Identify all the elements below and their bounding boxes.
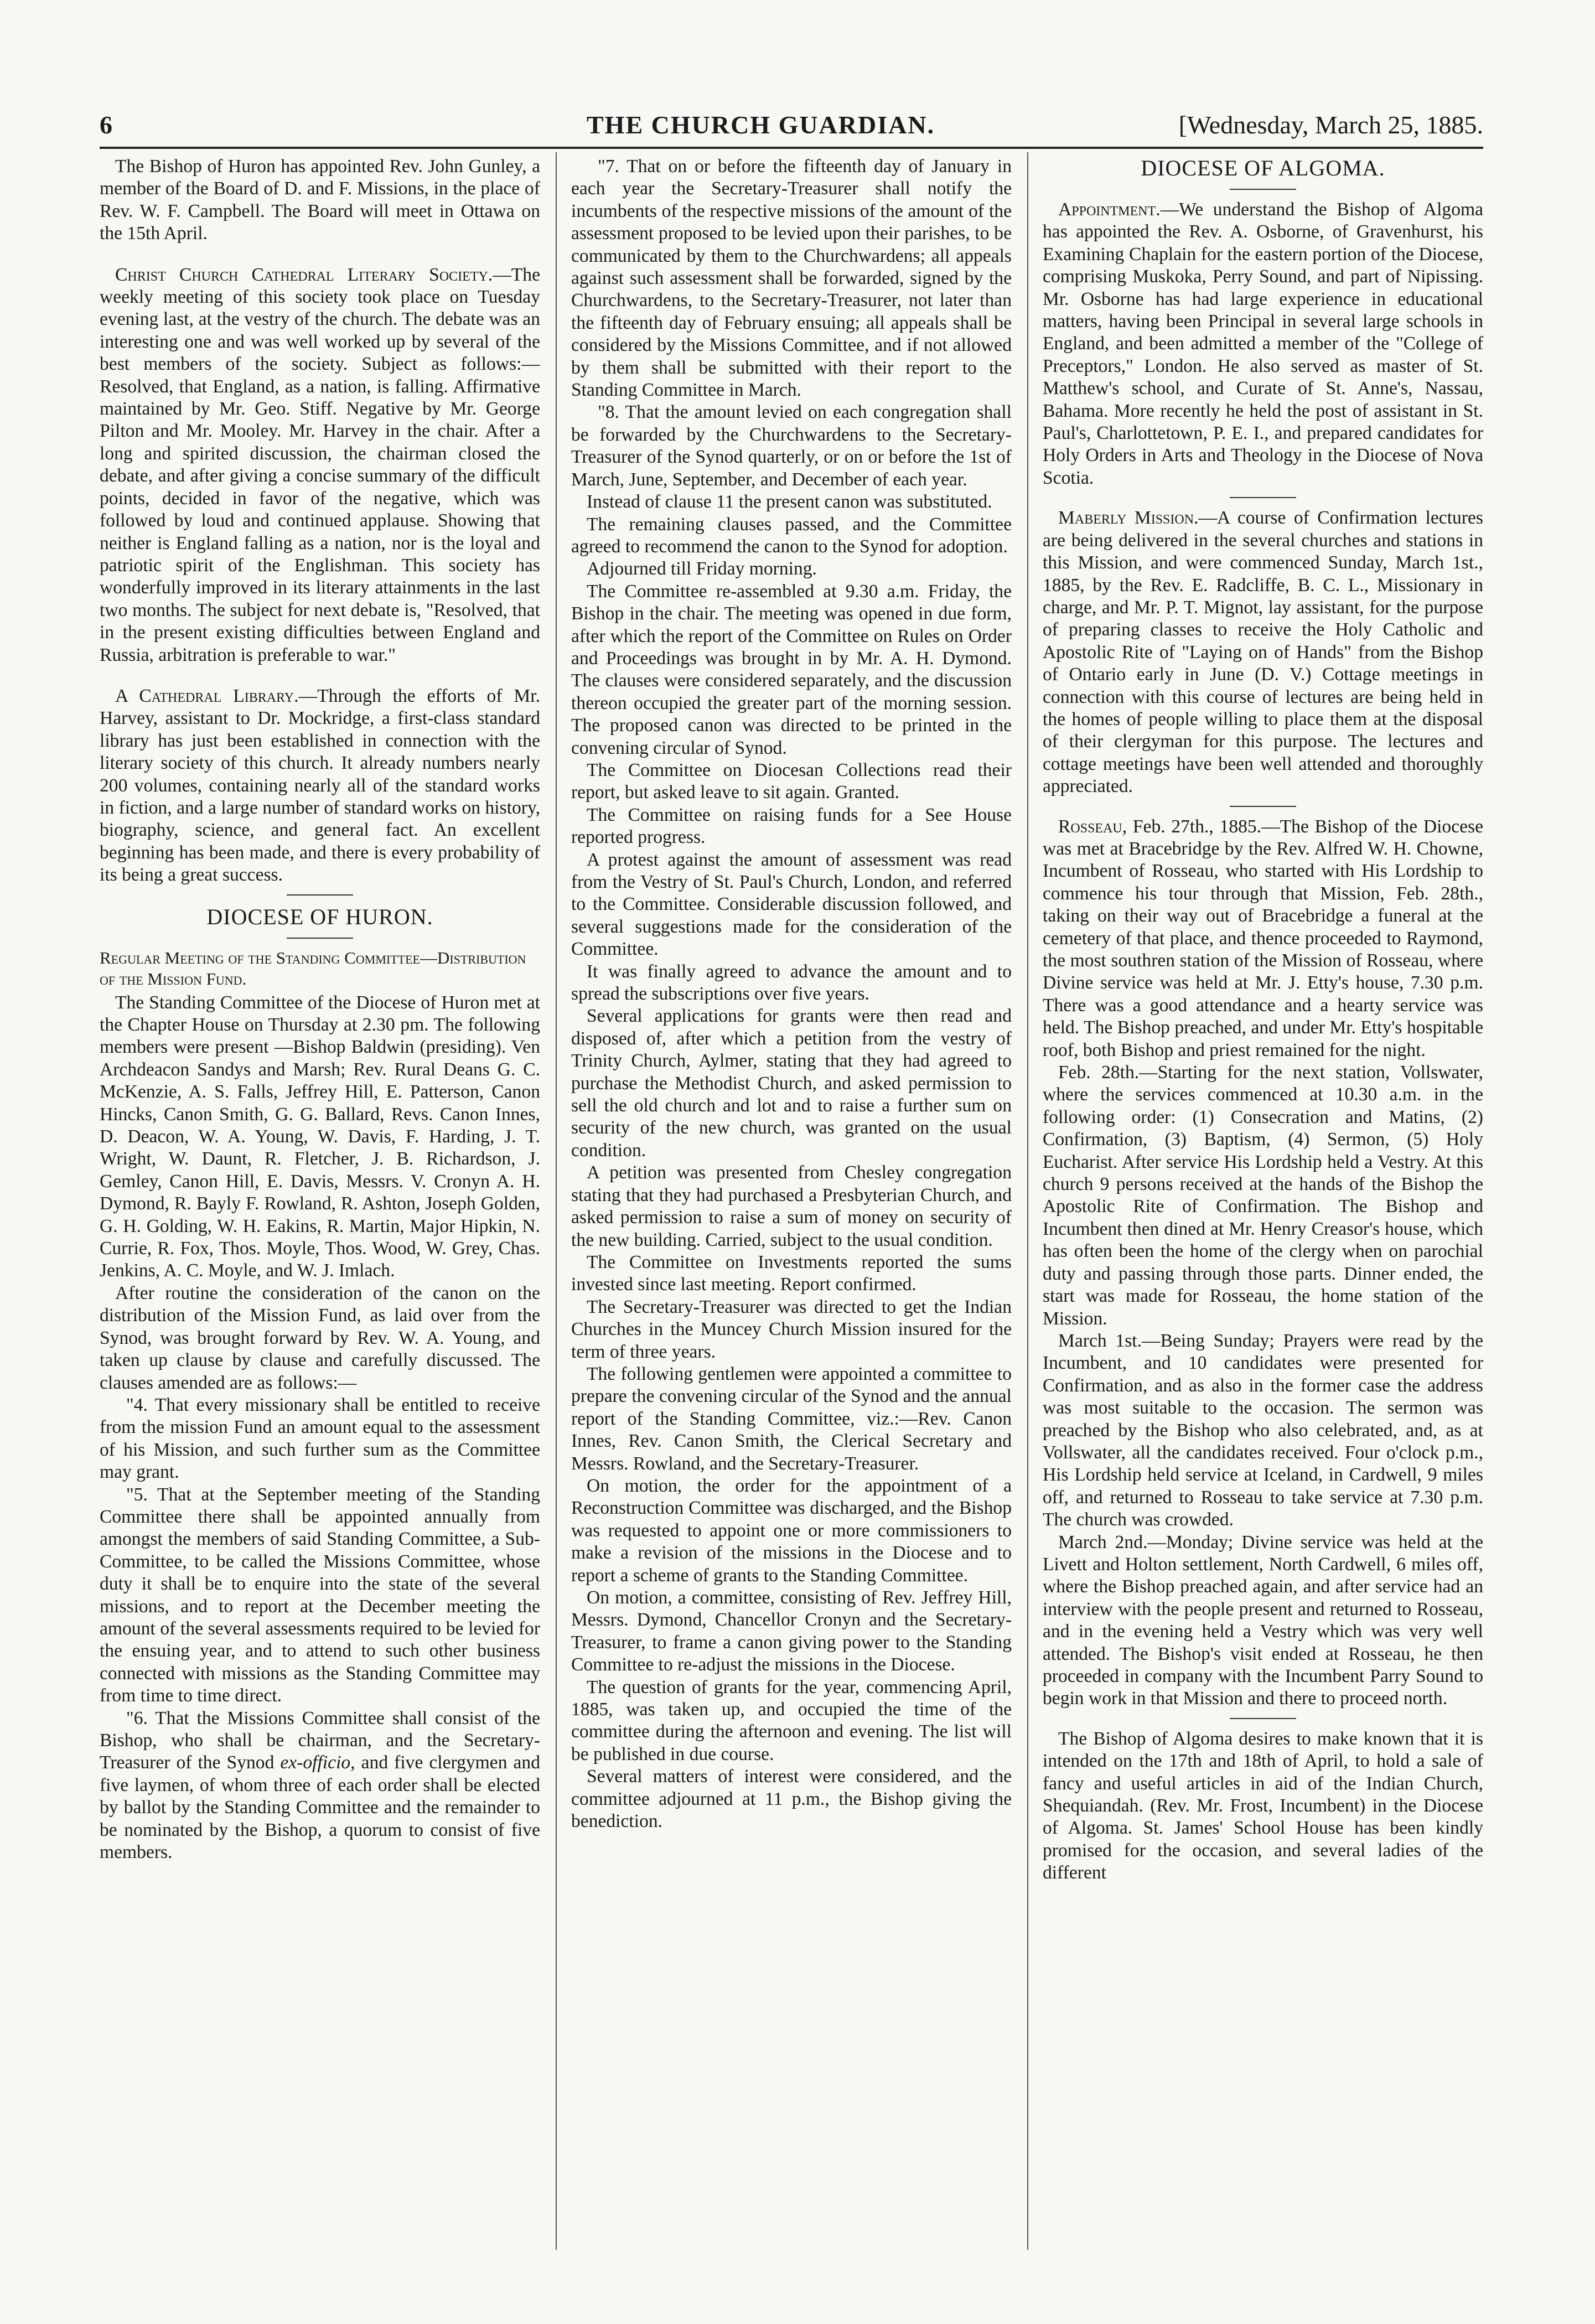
feb-28-paragraph: Feb. 28th.—Starting for the next station, Vollswater, where the services commenced at 10.30 a.m. in the following order: (1) Consecration and Matins, (2) Confirmation, (3) Baptism, (4) Sermon, (5) Holy Eucharist. After service His Lordship held a Vestry. At this church 9 persons received at the hands of the Bishop the Apostolic Rite of Confirmation. The Bishop and Incumbent then dined at Mr. Henry Creasor's house, which has often been the home of the clergy when on parochial duty and passing through those parts. Dinner ended, the start was made for Rosseau, the home station of the Mission.	[1043, 1062, 1483, 1329]
clause-6-italic: ex-officio	[280, 1752, 351, 1773]
cathedral-library-body: —Through the efforts of Mr. Harvey, assistant to Dr. Mockridge, a first-class standard library has just been established in connection with the literary society of this church. It already numbers nearly 200 volumes, containing nearly all of the standard works in fiction, and a large number of standard works on history, biography, science, and general fact. An excellent beginning has been made, and there is every probability of its being a great success.	[100, 685, 540, 886]
issue-date: [Wednesday, March 25, 1885.	[1178, 111, 1483, 139]
appointment-lead: Appointment.	[1058, 199, 1161, 220]
appointment-paragraph	[1043, 199, 1483, 489]
literary-society-lead: Christ Church Cathedral Literary Society.	[115, 264, 493, 285]
clause-6-end: , and five clergymen and five laymen, of whom three of each order shall be elected by ballot by the Standing Committee and the remainder to be nominated by the Bishop, a quorum to consist of five members.	[100, 1752, 540, 1863]
investments-paragraph: The Committee on Investments reported the sums invested since last meeting. Report confirmed.	[571, 1251, 1012, 1295]
remaining-clauses-paragraph: The remaining clauses passed, and the Committee agreed to recommend the canon to the Synod for adoption.	[571, 514, 1012, 557]
newspaper-title: THE CHURCH GUARDIAN.	[587, 111, 935, 139]
canon-consideration-paragraph: After routine the consideration of the canon on the distribution of the Mission Fund, as laid over from the Synod, was brought forward by Rev. W. A. Young, and taken up clause by clause and carefully discussed. The clauses amended are as follows:—	[100, 1282, 540, 1393]
section-divider	[1230, 1718, 1296, 1719]
clause-6-start: "6. That the Missions Committee shall consist of the Bishop, who shall be chairman, and the Secretary-Treasurer of the Synod	[100, 1707, 540, 1773]
literary-society-body: —The weekly meeting of this society took place on Tuesday evening last, at the vestry of the church. The debate was an interesting one and was well worked up by several of the best members of the society. Subject as follows:—Resolved, that England, as a nation, is falling. Affirmative maintained by Mr. Geo. Stiff. Negative by Mr. George Pilton and Mr. Mooley. Mr. Harvey in the chair. After a long and spirited discussion, the chairman closed the debate, and after giving a concise summary of the difficult points, decided in favor of the negative, which was followed by loud and continued applause. Showing that neither is England falling as a nation, nor is the loyal and patriotic spirit of the Englishman. This society has wonderfully improved in its literary attainments in the last two months. The subject for next debate is, "Resolved, that in the present existing difficulties between England and Russia, arbitration is preferable to war."	[100, 264, 540, 665]
adjourned-paragraph: Adjourned till Friday morning.	[587, 558, 817, 579]
march-2-paragraph: March 2nd.—Monday; Divine service was held at the Livett and Holton settlement, North Cardwell, 6 miles off, where the Bishop preached again, and after service had an interview with the people present and returned to Rosseau, and in the evening held a Vestry which was very well attended. The Bishop's visit ended at Rosseau, he then proceeded in company with the Incumbent Parry Sound to begin work in that Mission and there to proceed north.	[1043, 1531, 1483, 1709]
clause-5: "5. That at the September meeting of the Standing Committee there shall be appointed annually from amongst the members of said Standing Committee, a Sub-Committee, to be called the Missions Committee, whose duty it shall be to enquire into the state of the several missions, and to report at the December meeting the amount of the several assessments required to be levied for the ensuing year, and to attend to such other business connected with missions as the Standing Committee may from time to time direct.	[100, 1484, 540, 1706]
reconstruction-committee-paragraph: On motion, the order for the appointment of a Reconstruction Committee was discharged, and the Bishop was requested to appoint one or more commissioners to make a revision of the missions in the Diocese and to report a scheme of grants to the Standing Committee.	[571, 1475, 1012, 1586]
reassembled-paragraph: The Committee re-assembled at 9.30 a.m. Friday, the Bishop in the chair. The meeting was opened in due form, after which the report of the Committee on Rules on Order and Proceedings was brought in by Mr. A. H. Dymond. The clauses were considered separately, and the discussion thereon occupied the greater part of the morning session. The proposed canon was directed to be printed in the convening circular of Synod.	[571, 581, 1012, 758]
clause-7: "7. That on or before the fifteenth day of January in each year the Secretary-Treasurer shall notify the incumbents of the respective missions of the amount of the assessment proposed to be levied upon their parishes, to be communicated by them to the Churchwardens; all appeals against such assessment shall be forwarded, signed by the Churchwardens, to the Secretary-Treasurer, not later than the fifteenth day of February ensuing; all appeals shall be considered by the Missions Committee, and if not allowed by them shall be submitted with their report to the Standing Committee in March.	[571, 156, 1012, 401]
rosseau-paragraph	[1043, 816, 1483, 1062]
committee-members-paragraph: The Standing Committee of the Diocese of Huron met at the Chapter House on Thursday at 2.30 pm. The following members were present —Bishop Baldwin (presiding). Ven Archdeacon Sandys and Marsh; Rev. Rural Deans G. C. McKenzie, A. S. Falls, Jeffrey Hill, E. Patterson, Canon Hincks, Canon Smith, G. G. Ballard, Revs. Canon Innes, D. Deacon, W. A. Young, W. Davis, F. Harding, J. T. Wright, W. Daunt, R. Fletcher, J. B. Richardson, J. Gemley, Canon Hill, E. Davis, Messrs. V. Cronyn A. H. Dymond, R. Bayly F. Rowland, R. Ashton, Joseph Golden, G. H. Golding, W. H. Eakins, R. Martin, Major Hipkin, N. Currie, R. Fox, Thos. Moyle, Thos. Wood, W. Grey, Chas. Jenkins, A. C. Moyle, and W. J. Imlach.	[100, 992, 540, 1281]
section-divider	[1230, 497, 1296, 498]
standing-committee-subheading: Regular Meeting of the Standing Committee—Distribution of the Mission Fund.	[100, 948, 526, 988]
rosseau-body: Feb. 27th., 1885.—The Bishop of the Diocese was met at Bracebridge by the Rev. Alfred W. H. Chowne, Incumbent of Rosseau, who started with His Lordship to commence his tour through that Mission, Feb. 28th., taking on their way out of Bracebridge a funeral at the cemetery of that place, and thence proceeded to Raymond, the most southren station of the Mission of Rosseau, where Divine service was held at Mr. J. Etty's house, 7.30 p.m. There was a good attendance and a hearty service was held. The Bishop preached, and under Mr. Etty's hospitable roof, both Bishop and priest remained for the night.	[1043, 816, 1483, 1060]
muncey-insurance-paragraph: The Secretary-Treasurer was directed to get the Indian Churches in the Muncey Church Mission insured for the term of three years.	[571, 1296, 1012, 1362]
cathedral-library-paragraph	[100, 685, 540, 887]
readjust-canon-paragraph: On motion, a committee, consisting of Rev. Jeffrey Hill, Messrs. Dymond, Chancellor Cronyn and the Secretary-Treasurer, to frame a canon giving power to the Standing Committee to re-adjust the missions in the Diocese.	[571, 1587, 1012, 1675]
sale-notice-paragraph: The Bishop of Algoma desires to make known that it is intended on the 17th and 18th of April, to hold a sale of fancy and useful articles in aid of the Indian Church, Shequiandah. (Rev. Mr. Frost, Incumbent) in the Diocese of Algoma. St. James' School House has been kindly promised for the occasion, and several ladies of the different	[1043, 1728, 1483, 1883]
diocese-of-huron-heading: DIOCESE OF HURON.	[206, 904, 433, 929]
subscriptions-paragraph: It was finally agreed to advance the amount and to spread the subscriptions over five years.	[571, 961, 1012, 1005]
maberly-mission-lead: Maberly Mission.	[1058, 508, 1199, 529]
diocese-of-algoma-heading: DIOCESE OF ALGOMA.	[1141, 156, 1385, 180]
page-header	[100, 108, 1483, 149]
appointment-body: —We understand the Bishop of Algoma has appointed the Rev. A. Osborne, of Gravenhurst, his Examining Chaplain for the eastern portion of the Diocese, comprising Muskoka, Perry Sound, and part of Nipissing. Mr. Osborne has had large experience in educational matters, having been Principal in several large schools in England, and been admitted a member of the "College of Preceptors," London. He also served as master of St. Matthew's school, and Curate of St. Anne's, Nassau, Bahama. More recently he held the post of assistant in St. Paul's, Charlottetown, P. E. I., and prepared candidates for Holy Orders in Arts and Theology in the Diocese of Nova Scotia.	[1043, 199, 1483, 488]
section-divider	[1230, 189, 1296, 190]
diocesan-collections-paragraph: The Committee on Diocesan Collections read their report, but asked leave to sit again. Granted.	[571, 759, 1012, 803]
column-3	[1043, 156, 1483, 2248]
maberly-mission-paragraph	[1043, 507, 1483, 798]
see-house-paragraph: The Committee on raising funds for a See House reported progress.	[571, 804, 1012, 848]
column-1	[100, 156, 540, 2248]
clause-6	[100, 1707, 540, 1864]
section-divider	[1230, 806, 1296, 807]
clause-11-paragraph: Instead of clause 11 the present canon was substituted.	[587, 491, 992, 513]
maberly-mission-body: —A course of Confirmation lectures are being delivered in the several churches and stations in this Mission, and were commenced Sunday, March 1st., 1885, by the Rev. E. Radcliffe, B. C. L., Missionary in charge, and Mr. P. T. Mignot, lay assistant, for the purpose of preparing classes to receive the Holy Catholic and Apostolic Rite of "Laying on of Hands" from the Bishop of Ontario early in June (D. V.) Cottage meetings in connection with this course of lectures are being held in the homes of people willing to place them at the disposal of their clergyman for this purpose. The lectures and cottage meetings have been well attended and thoroughly appreciated.	[1043, 508, 1483, 797]
adjournment-paragraph: Several matters of interest were considered, and the committee adjourned at 11 p.m., the Bishop giving the benediction.	[571, 1766, 1012, 1832]
huron-appointment-paragraph: The Bishop of Huron has appointed Rev. John Gunley, a member of the Board of D. and F. Missions, in the place of Rev. W. F. Campbell. The Board will meet in Ottawa on the 15th April.	[100, 156, 540, 244]
rosseau-lead: Rosseau,	[1058, 816, 1127, 837]
chesley-petition-paragraph: A petition was presented from Chesley congregation stating that they had purchased a Presbyterian Church, and asked permission to raise a sum of money on security of the new building. Carried, subject to the usual condition.	[571, 1162, 1012, 1250]
march-1-paragraph: March 1st.—Being Sunday; Prayers were read by the Incumbent, and 10 candidates were presented for Confirmation, and as also in the former case the address was most suitable to the occasion. The sermon was preached by the Bishop who also celebrated, and, as at Vollswater, all the candidates received. Four o'clock p.m., His Lordship held service at Iceland, in Cardwell, 9 miles off, and returned to Rosseau to take service at 7.30 p.m. The church was crowded.	[1043, 1330, 1483, 1530]
assessment-protest-paragraph: A protest against the amount of assessment was read from the Vestry of St. Paul's Church, London, and referred to the Committee. Considerable discussion followed, and several suggestions made for the consideration of the Committee.	[571, 849, 1012, 960]
circular-committee-paragraph: The following gentlemen were appointed a committee to prepare the convening circular of the Synod and the annual report of the Standing Committee, viz.:—Rev. Canon Innes, Rev. Canon Smith, the Clerical Secretary and Messrs. Rowland, and the Secretary-Treasurer.	[571, 1363, 1012, 1474]
column-2	[571, 156, 1012, 2248]
grants-paragraph: The question of grants for the year, commencing April, 1885, was taken up, and occupied the time of the committee during the afternoon and evening. The list will be published in due course.	[571, 1676, 1012, 1764]
literary-society-paragraph	[100, 264, 540, 666]
clause-4: "4. That every missionary shall be entitled to receive from the mission Fund an amount equal to the assessment of his Mission, and such further sum as the Committee may grant.	[100, 1394, 540, 1483]
section-divider	[287, 894, 353, 896]
section-divider	[287, 938, 353, 939]
cathedral-library-lead: A Cathedral Library.	[115, 685, 299, 706]
newspaper-page	[100, 108, 1483, 2266]
columns	[100, 156, 1483, 2248]
page-number: 6	[100, 111, 112, 139]
clause-8: "8. That the amount levied on each congregation shall be forwarded by the Churchwardens to the Secretary-Treasurer of the Synod quarterly, or on or before the 1st of March, June, September, and December of each year.	[571, 402, 1012, 490]
grant-applications-paragraph: Several applications for grants were then read and disposed of, after which a petition from the vestry of Trinity Church, Aylmer, stating that they had agreed to purchase the Methodist Church, and asked permission to sell the old church and lot and to raise a further sum on security of the new church, was granted on the usual condition.	[571, 1006, 1012, 1161]
